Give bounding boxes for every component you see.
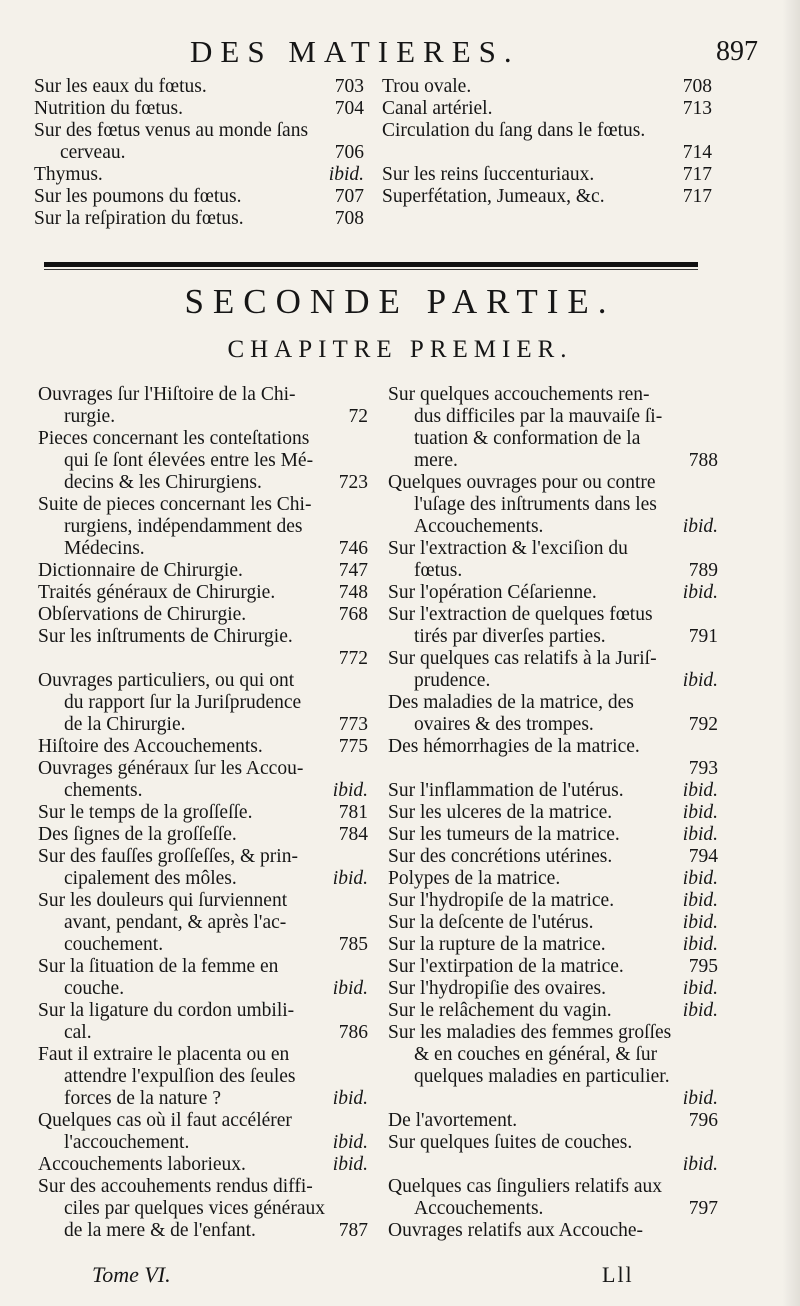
index-entry-text: Sur l'extraction & l'exciſion du (388, 538, 628, 559)
index-column-top-right (382, 76, 712, 208)
signature-mark: Lll (602, 1262, 634, 1287)
index-entry-text: Accouchements. (414, 1198, 544, 1219)
index-entry-text: Suite de pieces concernant les Chi- (38, 494, 312, 515)
header-title: DES MATIERES. (190, 34, 520, 69)
index-entry-page: 772 (338, 648, 368, 669)
index-entry-page: 785 (338, 934, 368, 955)
index-entry-text: cipalement des môles. (64, 868, 237, 889)
index-entry-text: Sur des concrétions utérines. (388, 846, 613, 867)
index-entry-page: 746 (338, 538, 368, 559)
index-entry-text: Sur les inſtruments de Chirurgie. (38, 626, 293, 647)
index-entry-page: 717 (682, 164, 712, 185)
index-entry-text: Sur l'hydropiſie des ovaires. (388, 978, 606, 999)
index-entry-text: Sur des accouhements rendus diffi- (38, 1176, 313, 1197)
chapter-title: CHAPITRE PREMIER. (227, 336, 573, 363)
index-entry-text: forces de la nature ? (64, 1088, 221, 1109)
index-entry-page: 775 (338, 736, 368, 757)
index-entry-page: 723 (338, 472, 368, 493)
index-entry-page: ibid. (682, 516, 718, 537)
index-entry-text: & en couches en général, & ſur (414, 1044, 658, 1065)
index-entry-text: de la Chirurgie. (64, 714, 186, 735)
index-entry-text: cal. (64, 1022, 92, 1043)
index-entry-text: tuation & conformation de la (414, 428, 641, 449)
page-number: 897 (716, 36, 758, 67)
index-entry (382, 98, 712, 120)
index-entry (34, 98, 364, 120)
index-entry-text: Sur des fœtus venus au monde ſans (34, 120, 309, 141)
index-entry-text: Sur le relâchement du vagin. (388, 1000, 612, 1021)
index-entry-page: ibid. (682, 890, 718, 911)
index-entry (38, 758, 368, 802)
index-column-top-left (34, 76, 364, 230)
index-entry-text (388, 758, 718, 780)
index-entry-page: ibid. (682, 978, 718, 999)
index-entry-text: Ouvrages ſur l'Hiſtoire de la Chi- (38, 384, 296, 405)
index-entry-text: Dictionnaire de Chirurgie. (38, 560, 243, 581)
index-entry (38, 648, 368, 670)
index-entry-page: ibid. (332, 1088, 368, 1109)
index-entry (388, 780, 718, 802)
index-entry (38, 428, 368, 494)
index-entry-text: Faut il extraire le placenta ou en (38, 1044, 290, 1065)
index-entry-text: fœtus. (414, 560, 463, 581)
index-entry (38, 846, 368, 890)
index-entry (382, 120, 712, 142)
index-entry (388, 648, 718, 692)
index-entry-page: 717 (682, 186, 712, 207)
index-entry-text: Sur la ſituation de la femme en (38, 956, 279, 977)
index-entry (38, 1176, 368, 1242)
index-entry-text: Quelques ouvrages pour ou contre (388, 472, 656, 493)
index-entry (38, 384, 368, 428)
index-entry-text: Sur les poumons du fœtus. (34, 186, 242, 207)
index-entry-text: Sur les eaux du fœtus. (34, 76, 207, 97)
index-entry (38, 604, 368, 626)
page-edge-shadow (782, 0, 800, 1306)
index-entry (34, 164, 364, 186)
index-entry (38, 582, 368, 604)
index-entry (38, 670, 368, 736)
index-entry-text: Thymus. (34, 164, 103, 185)
index-entry-text: Sur l'opération Céſarienne. (388, 582, 597, 603)
index-column-left (38, 384, 368, 1242)
index-entry (388, 912, 718, 934)
index-entry-text: Trou ovale. (382, 76, 472, 97)
index-entry-page: 713 (682, 98, 712, 119)
index-entry-page: 773 (338, 714, 368, 735)
index-entry (388, 1110, 718, 1132)
index-entry (388, 604, 718, 648)
index-entry-text: Sur l'inflammation de l'utérus. (388, 780, 624, 801)
index-entry-text: Nutrition du fœtus. (34, 98, 183, 119)
index-entry-text: prudence. (414, 670, 491, 691)
index-entry-page: 72 (348, 406, 368, 427)
index-entry-text: Sur les tumeurs de la matrice. (388, 824, 620, 845)
index-entry-text: Ouvrages généraux ſur les Accou- (38, 758, 304, 779)
index-entry-text (388, 1088, 718, 1110)
index-entry (38, 494, 368, 560)
index-entry (388, 978, 718, 1000)
running-header (0, 34, 800, 74)
index-entry-page: ibid. (682, 802, 718, 823)
index-entry (388, 384, 718, 472)
index-entry (388, 1000, 718, 1022)
index-entry-text: Sur la reſpiration du fœtus. (34, 208, 244, 229)
index-entry (382, 142, 712, 164)
index-entry-text: du rapport ſur la Juriſprudence (64, 692, 302, 713)
section-divider-thin (44, 269, 698, 270)
index-entry-text: Polypes de la matrice. (388, 868, 561, 889)
index-entry (38, 1110, 368, 1154)
index-entry (388, 1088, 718, 1110)
index-entry (388, 824, 718, 846)
index-entry-text: mere. (414, 450, 458, 471)
volume-label: Tome VI. (92, 1262, 171, 1287)
index-entry-text: Des hémorrhagies de la matrice. (388, 736, 640, 757)
index-entry-text: couche. (64, 978, 125, 999)
index-entry-text: Des maladies de la matrice, des (388, 692, 634, 713)
index-entry (388, 692, 718, 736)
index-entry-text: Sur quelques cas relatifs à la Juriſ- (388, 648, 657, 669)
index-entry (34, 186, 364, 208)
index-entry-text: Sur des fauſſes groſſeſſes, & prin- (38, 846, 298, 867)
index-entry-text: dus difficiles par la mauvaiſe ſi- (414, 406, 663, 427)
index-entry-page: 788 (688, 450, 718, 471)
index-entry (34, 208, 364, 230)
index-entry-text: Superfétation, Jumeaux, &c. (382, 186, 605, 207)
index-entry (388, 956, 718, 978)
index-entry (38, 824, 368, 846)
index-entry-text: Sur la ligature du cordon umbili- (38, 1000, 295, 1021)
index-entry-page: ibid. (328, 164, 364, 185)
index-entry (388, 1220, 718, 1242)
index-entry (388, 1176, 718, 1220)
index-entry-text: Pieces concernant les conteſtations (38, 428, 310, 449)
index-entry-text: Médecins. (64, 538, 145, 559)
index-entry-text: Sur les ulceres de la matrice. (388, 802, 613, 823)
index-entry-page: 784 (338, 824, 368, 845)
index-entry (34, 120, 364, 164)
index-entry-page: ibid. (682, 582, 718, 603)
index-column-right (388, 384, 718, 1242)
index-entry-page: ibid. (332, 1154, 368, 1175)
index-entry-text (382, 142, 712, 164)
index-entry (388, 736, 718, 758)
index-entry (388, 846, 718, 868)
index-entry-text: qui ſe ſont élevées entre les Mé- (64, 450, 314, 471)
index-entry-page: 707 (334, 186, 364, 207)
index-entry-page: ibid. (682, 670, 718, 691)
index-entry-page: ibid. (332, 978, 368, 999)
index-entry-text: Sur la rupture de la matrice. (388, 934, 606, 955)
index-entry-page: 708 (334, 208, 364, 229)
index-entry-page: 768 (338, 604, 368, 625)
index-entry-text: Sur quelques ſuites de couches. (388, 1132, 633, 1153)
index-entry-text: couchement. (64, 934, 164, 955)
index-entry-page: 786 (338, 1022, 368, 1043)
index-entry-page: ibid. (682, 868, 718, 889)
index-entry-text: Canal artériel. (382, 98, 493, 119)
index-entry-page: ibid. (682, 824, 718, 845)
index-entry (38, 1000, 368, 1044)
index-entry-page: 703 (334, 76, 364, 97)
index-entry-page: 714 (682, 142, 712, 163)
index-entry (382, 164, 712, 186)
index-entry-page: ibid. (682, 934, 718, 955)
index-entry-page: 787 (338, 1220, 368, 1241)
index-entry-text: Sur quelques accouchements ren- (388, 384, 650, 405)
index-entry-page: 793 (688, 758, 718, 779)
index-entry (388, 868, 718, 890)
index-entry (388, 582, 718, 604)
index-entry (38, 956, 368, 1000)
index-entry (388, 538, 718, 582)
index-entry-page: ibid. (332, 1132, 368, 1153)
index-entry-page: 747 (338, 560, 368, 581)
index-entry (388, 1022, 718, 1088)
index-entry (382, 76, 712, 98)
index-entry-text: Traités généraux de Chirurgie. (38, 582, 276, 603)
index-entry-text (388, 1154, 718, 1176)
index-entry (38, 802, 368, 824)
index-entry-page: 795 (688, 956, 718, 977)
index-entry-text: Sur l'extraction de quelques fœtus (388, 604, 653, 625)
index-entry (388, 802, 718, 824)
index-entry (388, 890, 718, 912)
index-entry-page: 796 (688, 1110, 718, 1131)
index-entry-page: 789 (688, 560, 718, 581)
index-entry (388, 1154, 718, 1176)
index-entry-text: Sur le temps de la groſſeſſe. (38, 802, 253, 823)
index-entry-text: Sur l'hydropiſe de la matrice. (388, 890, 615, 911)
index-entry-page: 748 (338, 582, 368, 603)
index-entry-page: 797 (688, 1198, 718, 1219)
index-entry-text: decins & les Chirurgiens. (64, 472, 262, 493)
index-entry-text: Sur les maladies des femmes groſſes (388, 1022, 672, 1043)
index-entry-text: Sur les reins ſuccenturiaux. (382, 164, 595, 185)
index-entry-text: Sur la deſcente de l'utérus. (388, 912, 594, 933)
index-entry-text: Ouvrages particuliers, ou qui ont (38, 670, 295, 691)
index-entry (38, 560, 368, 582)
index-entry-page: ibid. (682, 1000, 718, 1021)
index-entry-text: cerveau. (60, 142, 126, 163)
index-entry-text: tirés par diverſes parties. (414, 626, 606, 647)
index-entry-text: rurgie. (64, 406, 116, 427)
index-entry (38, 890, 368, 956)
index-entry-text: Accouchements. (414, 516, 544, 537)
index-entry-text: Obſervations de Chirurgie. (38, 604, 247, 625)
index-entry (388, 472, 718, 538)
index-entry-text: chements. (64, 780, 143, 801)
index-entry (34, 76, 364, 98)
index-entry-text: Ouvrages relatifs aux Accouche- (388, 1220, 644, 1241)
index-entry-text (38, 648, 368, 670)
index-entry-page: 791 (688, 626, 718, 647)
index-entry-text: De l'avortement. (388, 1110, 518, 1131)
index-entry-text: Sur les douleurs qui ſurviennent (38, 890, 288, 911)
index-entry-text: Hiſtoire des Accouchements. (38, 736, 263, 757)
index-entry-text: ciles par quelques vices généraux (64, 1198, 325, 1219)
index-entry (388, 1132, 718, 1154)
index-entry-text: Circulation du ſang dans le fœtus. (382, 120, 646, 141)
index-entry-page: 781 (338, 802, 368, 823)
index-entry (38, 1154, 368, 1176)
index-entry (388, 934, 718, 956)
index-entry (382, 186, 712, 208)
index-entry-text: l'accouchement. (64, 1132, 190, 1153)
index-entry (38, 1044, 368, 1110)
part-title: SECONDE PARTIE. (184, 282, 616, 321)
index-entry-text: Sur l'extirpation de la matrice. (388, 956, 624, 977)
index-entry-page: ibid. (682, 1088, 718, 1109)
index-entry-text: avant, pendant, & après l'ac- (64, 912, 287, 933)
index-entry-text: quelques maladies en particulier. (414, 1066, 670, 1087)
index-entry-page: ibid. (682, 912, 718, 933)
index-entry-page: 708 (682, 76, 712, 97)
index-entry-page: 706 (334, 142, 364, 163)
section-divider-thick (44, 262, 698, 267)
index-entry-text: attendre l'expulſion des ſeules (64, 1066, 296, 1087)
index-entry-text: Accouchements laborieux. (38, 1154, 246, 1175)
index-entry-page: ibid. (682, 1154, 718, 1175)
index-entry-text: Des ſignes de la groſſeſſe. (38, 824, 237, 845)
index-entry-text: ovaires & des trompes. (414, 714, 594, 735)
index-entry-text: de la mere & de l'enfant. (64, 1220, 256, 1241)
index-entry-text: l'uſage des inſtruments dans les (414, 494, 657, 515)
index-entry-text: Quelques cas où il faut accélérer (38, 1110, 292, 1131)
index-entry-page: ibid. (332, 868, 368, 889)
index-entry-page: ibid. (332, 780, 368, 801)
index-entry (38, 626, 368, 648)
index-entry (38, 736, 368, 758)
index-entry-page: 794 (688, 846, 718, 867)
index-entry-text: Quelques cas ſinguliers relatifs aux (388, 1176, 662, 1197)
index-entry-page: ibid. (682, 780, 718, 801)
index-entry (388, 758, 718, 780)
index-entry-text: rurgiens, indépendamment des (64, 516, 303, 537)
index-entry-page: 792 (688, 714, 718, 735)
index-entry-page: 704 (334, 98, 364, 119)
